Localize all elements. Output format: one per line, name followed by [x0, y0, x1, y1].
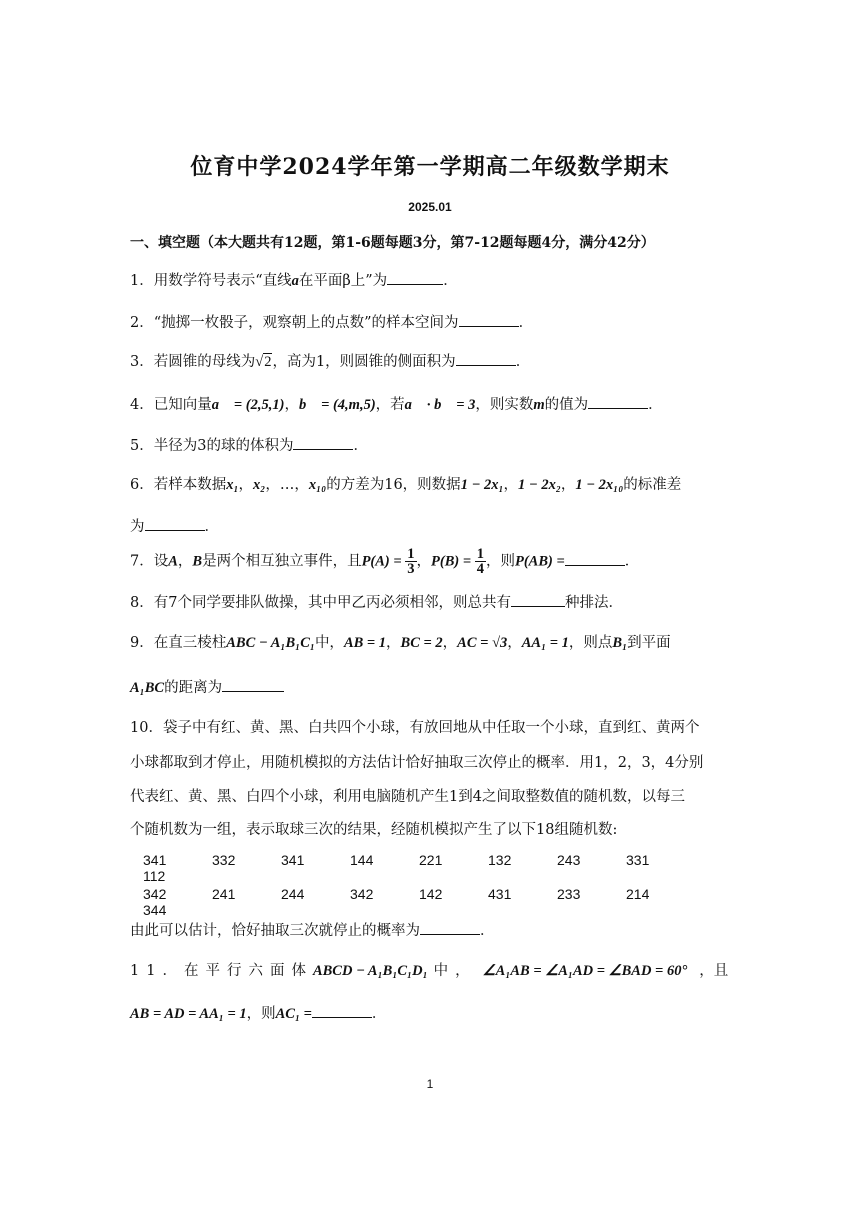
question-6-cont: 为 ．: [130, 515, 219, 536]
random-number-row-1: [143, 852, 733, 884]
random-number-row-2: [143, 886, 733, 918]
answer-blank[interactable]: [293, 435, 353, 450]
list-item: 221: [419, 852, 443, 868]
answer-blank[interactable]: [312, 1003, 372, 1018]
question-10-line-3: 代表红、黄、黑、白四个小球，利用电脑随机产生1到4之间取整数值的随机数，以每三: [130, 789, 685, 805]
question-2: 2．“抛掷一枚骰子，观察朝上的点数”的样本空间为 ．: [130, 311, 533, 332]
question-10-line-2: 小球都取到才停止，用随机模拟的方法估计恰好抽取三次停止的概率．用1，2，3，4分别: [130, 755, 704, 771]
list-item: 233: [557, 886, 581, 902]
question-3: 3．若圆锥的母线为√2，高为1，则圆锥的侧面积为 ．: [130, 350, 530, 371]
list-item: 144: [350, 852, 374, 868]
page-number: 1: [426, 1077, 434, 1091]
question-7: 7．设A，B是两个相互独立事件，且P(A) = $\frac{1}{3}$ ，P(B) = $\frac{1}{4}$ ，则P(AB) = ．: [130, 546, 640, 577]
answer-blank[interactable]: [459, 312, 519, 327]
list-item: 341: [281, 852, 305, 868]
question-10-line-1: 10．袋子中有红、黄、黑、白共四个小球，有放回地从中任取一个小球，直到红、黄两个: [130, 720, 700, 736]
question-6: 6．若样本数据x₁，x₂，…，x₁₀的方差为16，则数据1 − 2x₁，1 − 2x₂，1 − 2x₁₀的标准差: [130, 477, 682, 493]
list-item: 132: [488, 852, 512, 868]
list-item: 244: [281, 886, 305, 902]
question-1: 1．用数学符号表示“直线a在平面β上”为 ．: [130, 269, 458, 290]
question-4: 4．已知向量a⃗ = (2,5,1)，b⃗ = (4,m,5)，若a⃗ · b⃗ = 3，则实数m的值为 ．: [130, 393, 663, 414]
question-5: 5．半径为3的球的体积为 ．: [130, 434, 368, 455]
question-9: 9．在直三棱柱ABC − A₁B₁C₁中，AB = 1，BC = 2，AC = √3，AA₁ = 1，则点B₁到平面: [130, 635, 671, 651]
list-item: 243: [557, 852, 581, 868]
exam-date: 2025.01: [408, 200, 452, 214]
section-heading: 一、填空题（本大题共有12题，第1-6题每题3分，第7-12题每题4分，满分42分）: [130, 235, 655, 251]
answer-blank[interactable]: [565, 551, 625, 566]
list-item: 241: [212, 886, 236, 902]
answer-blank[interactable]: [456, 351, 516, 366]
sqrt-expression: √2: [255, 354, 272, 370]
question-10-line-5: 由此可以估计，恰好抽取三次就停止的概率为 ．: [130, 919, 495, 940]
answer-blank[interactable]: [145, 516, 205, 531]
list-item: 214: [626, 886, 650, 902]
fraction: $\frac{1}{3}$: [407, 546, 415, 577]
question-11: 11．在平行六面体ABCD − A₁B₁C₁D₁ 中， ∠A₁AB = ∠A₁AD = ∠BAD = 60° ，且: [130, 963, 729, 979]
question-8: 8．有7个同学要排队做操，其中甲乙丙必须相邻，则总共有 种排法．: [130, 591, 623, 612]
answer-blank[interactable]: [420, 920, 480, 935]
list-item: 431: [488, 886, 512, 902]
page-title: 位育中学2024学年第一学期高二年级数学期末: [190, 154, 670, 180]
question-11-cont: AB = AD = AA₁ = 1，则AC₁ = ．: [130, 1002, 386, 1023]
list-item: 342: [143, 886, 167, 902]
fraction: $\frac{1}{4}$: [476, 546, 484, 577]
list-item: 142: [419, 886, 443, 902]
question-9-cont: A₁BC的距离为: [130, 676, 284, 697]
answer-blank[interactable]: [222, 677, 284, 692]
question-10-line-4: 个随机数为一组，表示取球三次的结果，经随机模拟产生了以下18组随机数:: [130, 822, 618, 838]
list-item: 342: [350, 886, 374, 902]
answer-blank[interactable]: [588, 394, 648, 409]
list-item: 331: [626, 852, 650, 868]
answer-blank[interactable]: [511, 592, 565, 607]
list-item: 341: [143, 852, 167, 868]
list-item: 332: [212, 852, 236, 868]
list-item: 112: [143, 868, 166, 884]
answer-blank[interactable]: [387, 270, 443, 285]
list-item: 344: [143, 902, 167, 918]
